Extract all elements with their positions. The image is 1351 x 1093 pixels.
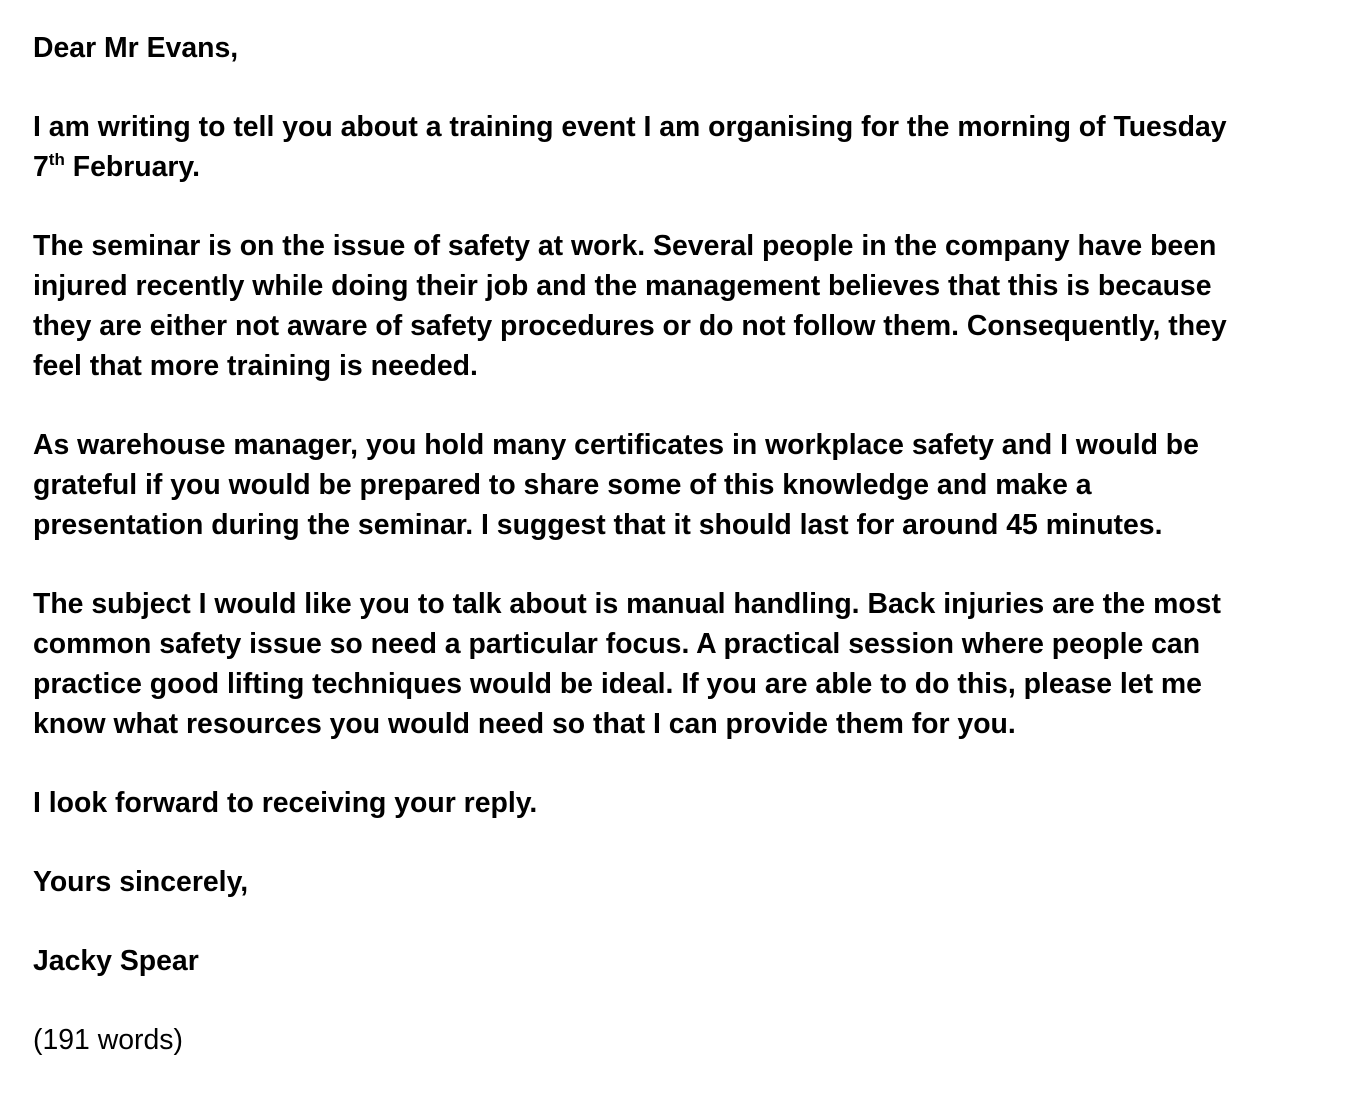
ordinal-suffix: th	[48, 150, 65, 169]
letter-body	[33, 28, 1333, 1060]
paragraph-presentation-request: As warehouse manager, you hold many certificates in workplace safety and I would be grateful if you would be prepared to share some of this knowledge and make a presentation during the seminar. I suggest that it should last for around 45 minutes.	[33, 429, 1199, 541]
signature: Jacky Spear	[33, 945, 199, 977]
paragraph-training-event	[33, 107, 1333, 187]
salutation: Dear Mr Evans,	[33, 32, 239, 64]
paragraph-training-event-date-end: February.	[64, 151, 201, 183]
paragraph-seminar-topic: The seminar is on the issue of safety at work. Several people in the company have been injured recently while doing their job and the management believes that this is because they are either not aware of safety procedures or do not follow them. Consequently, they feel that more training is needed.	[33, 230, 1227, 382]
word-count: (191 words)	[33, 1024, 183, 1056]
paragraph-manual-handling: The subject I would like you to talk about is manual handling. Back injuries are the most common safety issue so need a particular focus. A practical session where people can practice good lifting techniques would be ideal. If you are able to do this, please let me know what resources you would need so that I can provide them for you.	[33, 588, 1221, 740]
paragraph-training-event-text: I am writing to tell you about a training event I am organising for the morning of Tuesday 7	[33, 111, 1227, 183]
closing-line: I look forward to receiving your reply.	[33, 787, 538, 819]
sign-off: Yours sincerely,	[33, 866, 249, 898]
